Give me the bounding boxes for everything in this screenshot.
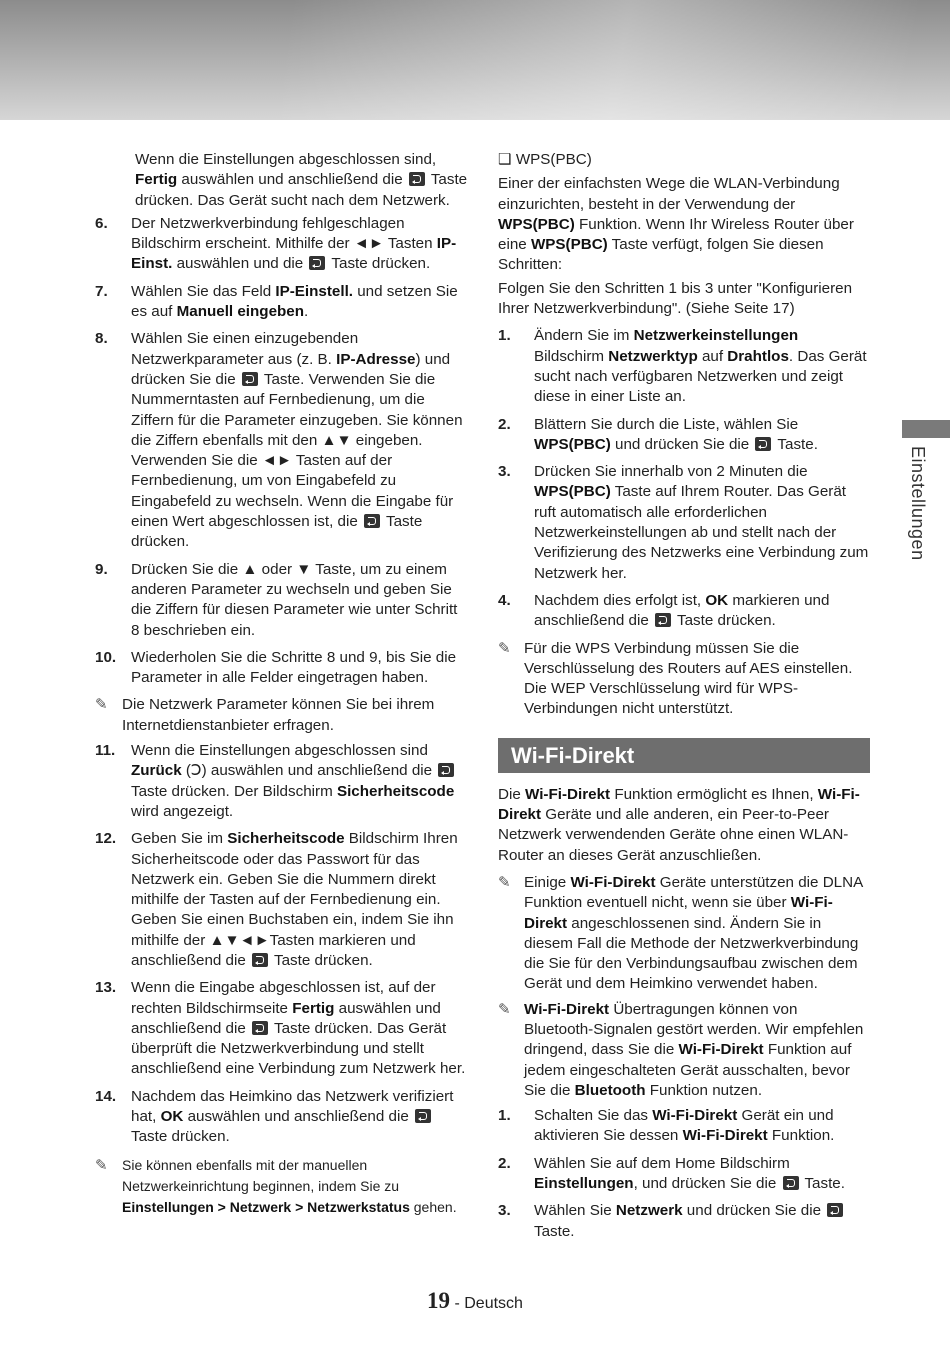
text: Blättern Sie durch die Liste, wählen Sie: [534, 415, 799, 433]
text: Wenn die Einstellungen abgeschlossen sind,: [135, 151, 437, 168]
text: Wenn die Eingabe abgeschlossen ist, auf der rechten Bildschirmseite: [131, 979, 436, 1017]
step-10: [95, 648, 470, 689]
text: Wählen Sie auf dem Home Bildschirm: [534, 1154, 790, 1172]
step-number: 1.: [498, 1107, 511, 1125]
text: Wenn die Einstellungen abgeschlossen sind: [131, 742, 428, 760]
text: Gerät ein und aktivieren Sie dessen: [534, 1107, 834, 1145]
bold-term: Fertig: [135, 171, 178, 189]
text: Die: [498, 785, 526, 803]
bold-term: Wi-Fi-Direkt: [524, 894, 833, 932]
wifi-direct-paragraph: [498, 785, 870, 866]
text: .: [304, 303, 309, 321]
enter-button-icon: [252, 953, 268, 967]
wps-step-2: [498, 415, 870, 456]
text: Einige: [524, 873, 571, 891]
text: Taste auf Ihrem Router. Das Gerät ruft automatisch alle erforderlichen Netzwerkeinstellungen ab und stellt nach der Verifizierung des Netzwerks eine Verbindung zum Netzwerk her.: [534, 483, 869, 582]
enter-button-icon: [242, 372, 258, 386]
step-number: 4.: [498, 591, 511, 609]
step-9: [95, 560, 470, 641]
bold-term: IP-Einstell.: [275, 282, 354, 300]
enter-button-icon: [409, 172, 425, 186]
text: Nachdem dies erfolgt ist,: [534, 591, 706, 609]
bold-term: Wi-Fi-Direkt: [498, 785, 860, 824]
text: Die Netzwerk Parameter können Sie bei ihrem Internetdienstanbieter erfragen.: [122, 696, 435, 734]
intro-paragraph: [95, 150, 470, 211]
text: Funktion nutzen.: [645, 1081, 763, 1099]
bold-term: OK: [160, 1108, 184, 1126]
bold-term: OK: [705, 591, 729, 609]
text: Taste.: [534, 1222, 575, 1240]
text: Taste drücken. Der Bildschirm: [131, 782, 337, 800]
step-11: [95, 741, 470, 822]
enter-button-icon: [783, 1176, 799, 1190]
text: Geben Sie im: [131, 830, 228, 848]
text: Taste verfügt, folgen Sie diesen Schritten:: [498, 236, 824, 274]
text: Wiederholen Sie die Schritte 8 und 9, bis Sie die Parameter in alle Felder eingetragen haben.: [131, 648, 457, 687]
step-number: 11.: [95, 742, 116, 760]
step-number: 12.: [95, 830, 117, 848]
enter-button-icon: [827, 1203, 843, 1217]
wifi-step-2: [498, 1154, 870, 1195]
note-pencil-icon: ✎: [498, 1000, 511, 1018]
text: Sie können ebenfalls mit der manuellen Netzwerkeinrichtung beginnen, indem Sie zu: [122, 1156, 400, 1194]
text: Taste drücken. Das Gerät sucht nach dem Netzwerk.: [135, 171, 468, 209]
bold-term: Manuell eingeben: [176, 303, 305, 321]
text: Taste drücken.: [327, 255, 431, 273]
bold-term: WPS(PBC): [534, 435, 611, 453]
step-number: 7.: [95, 282, 108, 300]
step-number: 2.: [498, 415, 511, 433]
bold-term: Netzwerktyp: [608, 347, 698, 365]
text: angeschlossenen sind. Ändern Sie in diesem Fall die Methode der Netzwerkverbindung die Sie für den Verbindungsaufbau zwischen dem Gerät und dem Heimkino verwendet haben.: [524, 914, 859, 993]
step-6: [95, 214, 470, 275]
bold-term: Wi-Fi-Direkt: [682, 1127, 768, 1145]
step-number: 13.: [95, 979, 117, 997]
step-13: [95, 978, 470, 1079]
bold-term: Einstellungen > Netzwerk > Netzwerkstatus: [122, 1198, 410, 1215]
text: Taste drücken.: [131, 1128, 230, 1146]
text: Funktion. Wenn Ihr Wireless Router über eine: [498, 215, 854, 254]
wps-section-title: ❑ WPS(PBC): [498, 151, 592, 168]
note-isp: [95, 695, 470, 736]
text: Taste.: [773, 435, 818, 453]
text: Geräte unterstützen die DLNA Funktion eventuell nicht, wenn sie über: [524, 873, 863, 912]
text: ) und drücken Sie die: [131, 350, 451, 388]
step-number: 2.: [498, 1154, 511, 1172]
enter-button-icon: [415, 1109, 431, 1123]
text: wird angezeigt.: [131, 802, 234, 820]
bold-term: Einstellungen: [534, 1175, 634, 1193]
enter-button-icon: [438, 763, 454, 777]
text: auswählen und anschließend die: [131, 999, 441, 1037]
wps-step-3: [498, 462, 870, 584]
step-number: 10.: [95, 648, 117, 666]
step-number: 6.: [95, 214, 108, 232]
step-number: 14.: [95, 1087, 117, 1105]
text: Taste drücken.: [270, 951, 373, 969]
enter-button-icon: [309, 256, 325, 270]
step-14: [95, 1087, 470, 1148]
wifi-direct-heading: Wi-Fi-Direkt: [498, 738, 870, 773]
wps-paragraph-2: Folgen Sie den Schritten 1 bis 3 unter "Konfigurieren Ihrer Netzwerkverbindung". (Siehe Seite 17): [498, 279, 853, 318]
bold-term: Zurück: [131, 762, 182, 780]
bold-term: Fertig: [292, 999, 335, 1017]
step-12: [95, 829, 470, 971]
page-language: - Deutsch: [450, 1295, 523, 1312]
step-number: 3.: [498, 1202, 511, 1220]
step-number: 8.: [95, 330, 108, 348]
wifi-step-1: [498, 1106, 870, 1147]
text: auswählen und anschließend die: [177, 171, 407, 189]
bold-term: Netzwerkeinstellungen: [633, 327, 799, 345]
text: Wählen Sie das Feld: [131, 282, 276, 300]
text: Bildschirm: [534, 347, 609, 365]
text: Taste. Verwenden Sie die Nummerntasten auf Fernbedienung, um die Ziffern für die Parameter einzugeben. Sie können die Ziffern ebenfalls mit den ▲▼ eingeben. Verwenden Sie die ◄► Tasten auf der Fernbedienung, um von Eingabefeld zu Eingabefeld zu wechseln. Wenn die Eingabe für einen Wert abgeschlossen ist, die: [131, 370, 463, 531]
bold-term: Netzwerk: [615, 1202, 683, 1220]
bold-term: IP-Einst.: [131, 235, 457, 273]
step-number: 9.: [95, 560, 108, 578]
bold-term: WPS(PBC): [530, 236, 608, 254]
note-wps-encryption: [498, 639, 870, 720]
text: Drücken Sie die ▲ oder ▼ Taste, um zu einem anderen Parameter zu wechseln und geben Sie die Ziffern für diesen Parameter wie unter Schritt 8 beschrieben ein.: [131, 560, 458, 639]
bold-term: Bluetooth: [574, 1081, 646, 1099]
note-manual-setup: [95, 1155, 470, 1218]
bold-term: Drahtlos: [727, 347, 789, 365]
bold-term: Wi-Fi-Direkt: [525, 785, 611, 803]
text: . Das Gerät sucht nach verfügbaren Netzwerken und zeigt diese in einer Liste an.: [534, 347, 867, 406]
bold-term: WPS(PBC): [498, 215, 575, 233]
step-7: [95, 282, 470, 323]
bold-term: Wi-Fi-Direkt: [652, 1107, 738, 1125]
enter-button-icon: [364, 514, 380, 528]
text: auswählen und anschließend die: [183, 1108, 414, 1126]
bold-term: Sicherheitscode: [336, 782, 455, 800]
text: Nachdem das Heimkino das Netzwerk verifiziert hat,: [131, 1087, 454, 1126]
text: Übertragungen können von Bluetooth-Signalen gestört werden. Wir empfehlen dringend, dass Sie die: [524, 1000, 864, 1059]
text: Funktion auf jedem eingeschalteten Gerät ausschalten, bevor Sie die: [524, 1041, 852, 1099]
text: Drücken Sie innerhalb von 2 Minuten die: [534, 463, 808, 481]
text: markieren und anschließend die: [534, 591, 830, 630]
text: Für die WPS Verbindung müssen Sie die Verschlüsselung des Routers auf AES einstellen. Die WEP Verschlüsselung wird für WPS-Verbindungen nicht unterstützt.: [524, 639, 853, 718]
text: Taste drücken. Das Gerät überprüft die Netzwerkverbindung und stellt anschließend eine Verbindung zum Netzwerk her.: [131, 1019, 466, 1078]
text: , und drücken Sie die: [633, 1175, 781, 1193]
bold-term: Wi-Fi-Direkt: [524, 1000, 610, 1018]
text: Geräte und alle anderen, ein Peer-to-Peer Netzwerk verwendenden Geräte ohne einen WLAN-Router an dieses Gerät anzuschließen.: [498, 806, 849, 864]
text: gehen.: [409, 1198, 457, 1215]
note-dlna: [498, 873, 870, 995]
note-pencil-icon: ✎: [498, 639, 511, 657]
enter-button-icon: [655, 613, 671, 627]
text: Schalten Sie das: [534, 1107, 653, 1125]
text: und drücken Sie die: [610, 435, 754, 453]
wps-step-1: [498, 326, 870, 407]
bold-term: Wi-Fi-Direkt: [678, 1041, 764, 1059]
text: und setzen Sie es auf: [131, 282, 458, 321]
text: Funktion.: [767, 1127, 835, 1145]
bold-term: IP-Adresse: [336, 350, 416, 368]
step-number: 3.: [498, 463, 511, 481]
wifi-step-3: [498, 1201, 870, 1242]
step-8: [95, 329, 470, 552]
enter-button-icon: [755, 437, 771, 451]
bold-term: Wi-Fi-Direkt: [570, 873, 656, 891]
text: Ändern Sie im: [534, 327, 634, 345]
text: Taste drücken.: [673, 612, 776, 630]
header-band: [0, 0, 950, 120]
bold-term: WPS(PBC): [534, 483, 611, 501]
note-pencil-icon: ✎: [95, 1156, 108, 1174]
text: Wählen Sie einen einzugebenden Netzwerkparameter aus (z. B.: [131, 330, 359, 368]
text: und drücken Sie die: [682, 1202, 826, 1220]
text: Bildschirm Ihren Sicherheitscode oder das Passwort für das Netzwerk ein. Geben Sie die Nummern direkt mithilfe der Tasten auf der Fernbedienung ein. Geben Sie einen Buchstaben ein, indem Sie ihn mithilfe der ▲▼◄►Tasten markieren und anschließend die: [131, 830, 458, 969]
text: auf: [697, 347, 728, 365]
text: Einer der einfachsten Wege die WLAN-Verbindung einzurichten, besteht in der Verwendung der: [498, 175, 840, 213]
text: (Ↄ) auswählen und anschließend die: [181, 762, 437, 780]
text: Wählen Sie: [534, 1202, 616, 1220]
note-pencil-icon: ✎: [498, 873, 511, 891]
chapter-label: Einstellungen: [908, 446, 928, 561]
note-bluetooth: [498, 1000, 870, 1101]
right-column: [498, 150, 870, 1249]
text: Taste.: [800, 1175, 845, 1193]
page-number: 19: [427, 1288, 451, 1313]
text: auswählen und die: [172, 255, 308, 273]
note-pencil-icon: ✎: [95, 696, 108, 714]
chapter-tab: [902, 420, 950, 438]
wps-step-4: [498, 591, 870, 632]
wps-paragraph-1: [498, 174, 870, 275]
text: Taste drücken.: [131, 513, 423, 551]
bold-term: Sicherheitscode: [227, 830, 345, 848]
text: Funktion ermöglicht es Ihnen,: [610, 785, 818, 803]
text: Der Netzwerkverbindung fehlgeschlagen Bildschirm erscheint. Mithilfe der ◄► Tasten: [131, 214, 437, 253]
left-column: [95, 150, 470, 1223]
step-number: 1.: [498, 327, 511, 345]
page-footer: [0, 1288, 950, 1314]
enter-button-icon: [252, 1021, 268, 1035]
